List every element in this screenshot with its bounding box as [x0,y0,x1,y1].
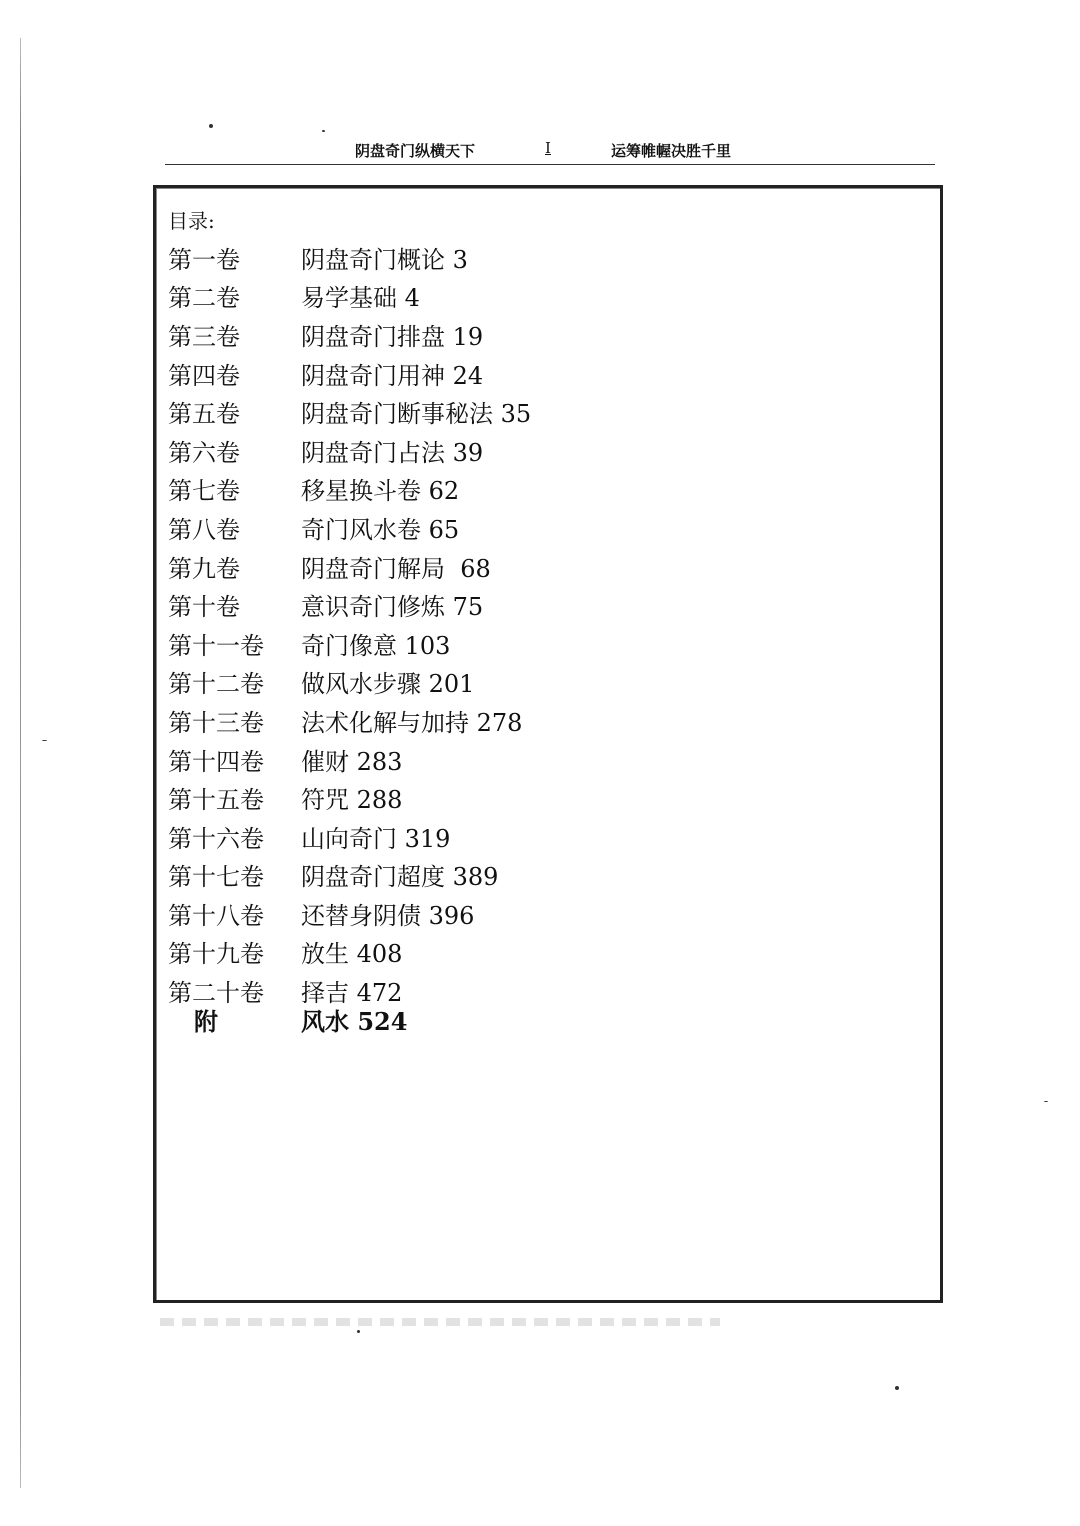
toc-entry [168,663,531,702]
toc-title: 阴盘奇门断事秘法 35 [301,400,532,429]
toc-title: 阴盘奇门概论 3 [301,245,468,274]
toc-entry [168,315,531,354]
scan-speck [322,130,325,132]
toc-title: 奇门像意 103 [301,631,451,660]
scan-speck [42,740,47,741]
page-header [165,138,935,165]
toc-title: 阴盘奇门用神 24 [301,361,484,390]
toc-entry [168,624,531,663]
toc-frame [153,185,943,1303]
toc-title: 阴盘奇门排盘 19 [301,322,484,351]
toc-title: 还替身阴债 396 [301,901,475,930]
toc-volume: 第十七卷 [168,863,264,892]
toc-appendix-title: 风水 524 [301,1007,408,1037]
toc-entry [168,933,531,972]
toc-title: 易学基础 4 [301,284,420,313]
toc-volume: 第十三卷 [168,708,264,737]
header-page-number: I [545,139,551,157]
toc-title: 择吉 472 [301,979,403,1008]
toc-title: 做风水步骤 201 [301,670,475,699]
toc-entry [168,547,531,586]
toc-volume: 第二十卷 [168,979,264,1008]
toc-entry [168,470,531,509]
toc-volume: 第十九卷 [168,940,264,969]
toc-title: 阴盘奇门占法 39 [301,438,484,467]
toc-volume: 第五卷 [168,400,240,429]
toc-volume: 第十四卷 [168,747,264,776]
toc-volume: 第十二卷 [168,670,264,699]
toc-entry [168,431,531,470]
toc-entry [168,740,531,779]
toc-title: 符咒 288 [301,786,403,815]
toc-entry [168,354,531,393]
toc-title: 奇门风水卷 65 [301,515,460,544]
toc-title: 意识奇门修炼 75 [301,593,484,622]
toc-volume: 第一卷 [168,245,240,274]
toc-title: 山向奇门 319 [301,824,451,853]
toc-volume: 第十八卷 [168,901,264,930]
toc-entry [168,508,531,547]
toc-entry [168,238,531,277]
toc-appendix-entry [168,1004,531,1036]
toc-entry [168,894,531,933]
header-left-title: 阴盘奇门纵横天下 [355,142,476,160]
toc-heading: 目录: [168,209,215,233]
toc-volume: 第十六卷 [168,824,264,853]
toc-title: 阴盘奇门解局 68 [301,554,491,583]
toc-entry [168,817,531,856]
scan-speck [357,1330,360,1333]
toc-title: 阴盘奇门超度 389 [301,863,499,892]
toc-title: 法术化解与加持 278 [301,708,523,737]
toc-title: 催财 283 [301,747,403,776]
toc-title: 放生 408 [301,940,403,969]
scan-speck [1044,1101,1048,1102]
toc-entry [168,856,531,895]
toc-volume: 第三卷 [168,322,240,351]
scan-speck [895,1386,899,1390]
toc-volume: 第四卷 [168,361,240,390]
header-right-title: 运筹帷幄决胜千里 [611,142,732,160]
toc-volume: 第八卷 [168,515,240,544]
toc-entry [168,392,531,431]
toc-appendix-label: 附 [194,1007,218,1037]
toc-title: 移星换斗卷 62 [301,477,460,506]
toc-entry [168,277,531,316]
toc-volume: 第九卷 [168,554,240,583]
toc-volume: 第六卷 [168,438,240,467]
toc-list [168,238,531,1036]
toc-volume: 第七卷 [168,477,240,506]
toc-entry [168,778,531,817]
scan-speck [209,124,213,128]
toc-volume: 第十一卷 [168,631,264,660]
toc-volume: 第二卷 [168,284,240,313]
faint-scan-footer [160,1318,720,1326]
scan-edge-line [20,38,21,1488]
toc-entry [168,701,531,740]
toc-volume: 第十五卷 [168,786,264,815]
toc-entry [168,585,531,624]
toc-volume: 第十卷 [168,593,240,622]
